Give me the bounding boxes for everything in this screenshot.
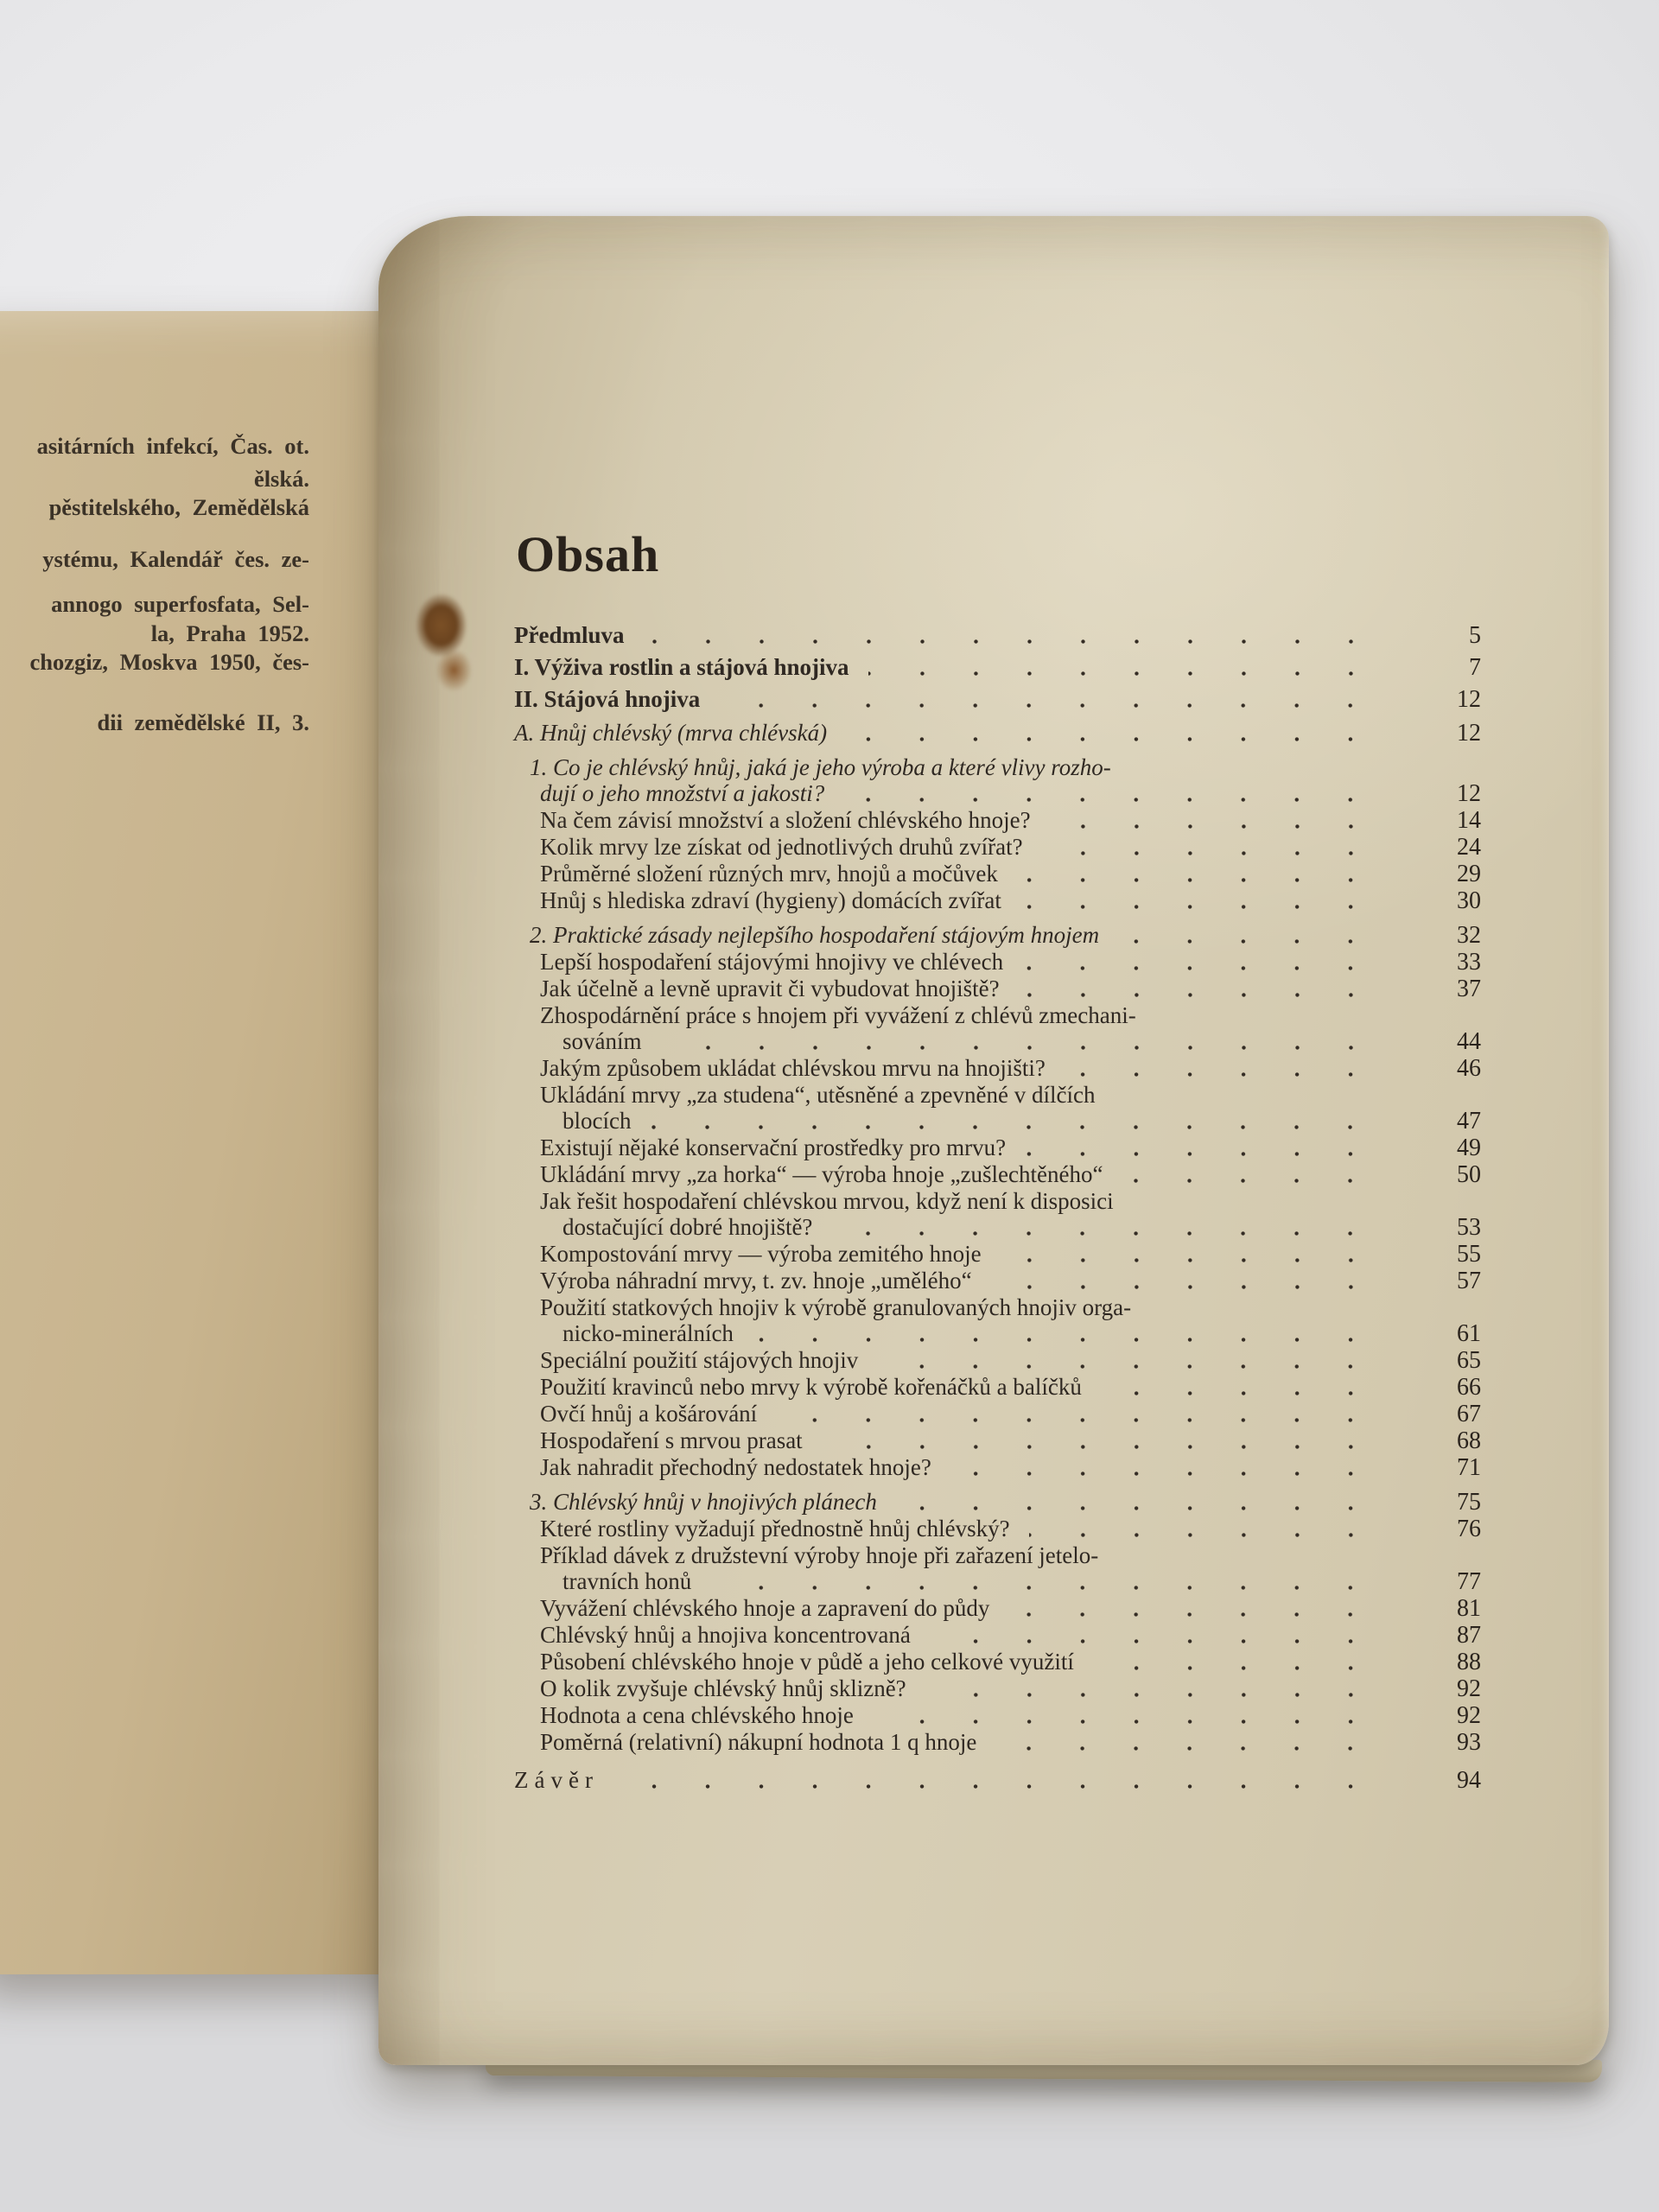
toc-entry-title: II. Stájová hnojiva (514, 685, 701, 712)
toc-entry-page-number: 37 (1457, 975, 1481, 1002)
toc-entry-title: Použití kravinců nebo mrvy k výrobě kořenáčků a balíčků (540, 1373, 1082, 1400)
toc-entry-title: Jak řešit hospodaření chlévskou mrvou, když není k disposici (540, 1187, 1114, 1214)
toc-entry-title: Průměrné složení různých mrv, hnojů a močůvek (540, 860, 998, 887)
toc-entry-title: I. Výživa rostlin a stájová hnojiva (514, 653, 849, 680)
toc-entry-page-number: 47 (1457, 1107, 1481, 1135)
toc-entry (540, 949, 1481, 976)
toc-entry-page-number: 29 (1457, 860, 1481, 887)
toc-entry-page-number: 68 (1457, 1427, 1481, 1454)
toc-entry (540, 1702, 1481, 1729)
toc-entry-title: Hospodaření s mrvou prasat (540, 1427, 803, 1453)
toc-entry-page-number: 75 (1457, 1488, 1481, 1516)
toc-entry (540, 1401, 1481, 1427)
leader-dots (1093, 1664, 1402, 1672)
toc-entry-page-number: 44 (1457, 1027, 1481, 1055)
leader-dots (1118, 938, 1402, 945)
toc-entry-title: Ovčí hnůj a košárování (540, 1400, 758, 1427)
leader-dots (1029, 1531, 1402, 1539)
toc-content (514, 527, 1481, 1794)
toc-entry-title: dují o jeho množství a jakosti? (540, 779, 825, 806)
toc-entry (540, 1427, 1481, 1454)
toc-entry (540, 1595, 1481, 1622)
toc-entry-title: travních honů (563, 1567, 692, 1594)
toc-entry-page-number: 53 (1457, 1213, 1481, 1241)
leader-dots (1008, 1611, 1402, 1618)
toc-entry-page-number: 61 (1457, 1319, 1481, 1347)
toc-entry-title: Chlévský hnůj a hnojiva koncentrovaná (540, 1621, 911, 1648)
left-page-text-line: annogo superfosfata, Sel- (51, 591, 309, 617)
toc-entry (540, 1268, 1481, 1294)
leader-dots (719, 702, 1402, 709)
toc-entry-title: Kompostování mrvy — výroba zemitého hnoje (540, 1240, 982, 1267)
toc-entry-title: Ukládání mrvy „za horka“ — výroba hnoje „zušlechtěného“ (540, 1160, 1103, 1187)
left-page-text-line: chozgiz, Moskva 1950, čes- (29, 649, 309, 675)
toc-entry (514, 622, 1481, 649)
toc-entry (563, 1320, 1481, 1347)
leader-dots (995, 1745, 1402, 1752)
toc-entry (563, 1214, 1481, 1241)
toc-entry-title: Předmluva (514, 621, 625, 648)
toc-entry (530, 1489, 1481, 1516)
toc-entry (540, 1454, 1481, 1481)
toc-entry-page-number: 76 (1457, 1515, 1481, 1542)
toc-entry-title: Speciální použití stájových hnojiv (540, 1346, 859, 1373)
toc-entry-page-number: 24 (1457, 833, 1481, 861)
toc-entry-page-number: 88 (1457, 1648, 1481, 1675)
toc-entry (540, 1055, 1481, 1082)
toc-entry-title: Na čem závisí množství a složení chlévského hnoje? (540, 806, 1031, 833)
leader-dots (1065, 1071, 1402, 1078)
leader-dots (650, 1123, 1402, 1131)
toc-entry-title: sováním (563, 1027, 642, 1054)
toc-entry-title: A. Hnůj chlévský (mrva chlévská) (514, 719, 828, 746)
toc-entry-page-number: 32 (1457, 921, 1481, 949)
leader-dots (877, 1363, 1402, 1370)
toc-entry-title: Ukládání mrvy „za studena“, utěsněné a zpevněné v dílčích (540, 1081, 1096, 1108)
toc-entry (563, 1108, 1481, 1135)
toc-entry (530, 922, 1481, 949)
toc-entry (540, 1082, 1481, 1108)
toc-entry-page-number: 92 (1457, 1701, 1481, 1729)
toc-entry (540, 861, 1481, 887)
leader-dots (1025, 1150, 1402, 1158)
toc-entry-title: Vyvážení chlévského hnoje a zapravení do půdy (540, 1594, 990, 1621)
toc-entry (540, 1002, 1481, 1028)
toc-entry-title: dostačující dobré hnojiště? (563, 1213, 813, 1240)
toc-entry-title: Lepší hospodaření stájovými hnojivy ve chlévech (540, 948, 1004, 975)
toc-entry (514, 654, 1481, 681)
toc-entry (540, 780, 1481, 807)
leader-dots (776, 1416, 1402, 1424)
left-page-text-line: asitárních infekcí, Čas. ot. (36, 433, 309, 459)
toc-entry-title: Které rostliny vyžadují přednostně hnůj chlévský? (540, 1515, 1010, 1541)
toc-entry-page-number: 94 (1457, 1766, 1481, 1794)
toc-entry-title: O kolik zvyšuje chlévský hnůj sklizně? (540, 1675, 906, 1701)
toc-entry (563, 1028, 1481, 1055)
toc-entry-page-number: 71 (1457, 1453, 1481, 1481)
left-page-text-line: dii zemědělské II, 3. (97, 709, 309, 735)
toc-entry (540, 1622, 1481, 1649)
left-page-text-line: ystému, Kalendář čes. ze- (42, 546, 309, 572)
toc-entry-page-number: 77 (1457, 1567, 1481, 1595)
leader-dots (1101, 1389, 1402, 1397)
toc-entry (540, 1135, 1481, 1161)
leader-dots (710, 1584, 1402, 1592)
toc-entry-page-number: 12 (1457, 779, 1481, 807)
toc-entry-title: Působení chlévského hnoje v půdě a jeho celkové využití (540, 1648, 1074, 1675)
toc-entry (540, 976, 1481, 1002)
leader-dots (1042, 849, 1402, 857)
toc-entry-page-number: 87 (1457, 1621, 1481, 1649)
toc-entry (540, 1374, 1481, 1401)
toc-entry-title: Použití statkových hnojiv k výrobě granulovaných hnojiv orga- (540, 1294, 1132, 1320)
toc-entry-page-number: 5 (1469, 621, 1481, 649)
toc-entry (540, 807, 1481, 834)
leader-dots (846, 735, 1402, 743)
toc-entry-page-number: 33 (1457, 948, 1481, 976)
leader-dots (1020, 903, 1402, 911)
toc-entry-page-number: 81 (1457, 1594, 1481, 1622)
toc-entry (563, 1568, 1481, 1595)
toc-entry-title: Kolik mrvy lze získat od jednotlivých druhů zvířat? (540, 833, 1023, 860)
toc-entry (514, 720, 1481, 747)
right-book-page (378, 216, 1609, 2065)
toc-entry-title: Výroba náhradní mrvy, t. zv. hnoje „umělého“ (540, 1267, 972, 1294)
toc-entry-title: Závěr (514, 1766, 599, 1793)
toc-entry-title: nicko-minerálních (563, 1319, 734, 1346)
toc-entry-title: 1. Co je chlévský hnůj, jaká je jeho výroba a které vlivy rozho- (530, 753, 1111, 780)
toc-entry-page-number: 12 (1457, 685, 1481, 713)
toc-entry-page-number: 93 (1457, 1728, 1481, 1756)
toc-entry-page-number: 30 (1457, 887, 1481, 914)
toc-entry (540, 834, 1481, 861)
leader-dots (925, 1691, 1402, 1699)
leader-dots (831, 1230, 1402, 1237)
page-title: Obsah (516, 526, 660, 582)
toc-entry-title: Hodnota a cena chlévského hnoje (540, 1701, 854, 1728)
toc-entry (540, 1649, 1481, 1675)
toc-entry-page-number: 46 (1457, 1054, 1481, 1082)
leader-dots (618, 1783, 1402, 1790)
leader-dots (896, 1504, 1402, 1512)
leader-dots (1122, 1177, 1402, 1185)
toc-entry-page-number: 66 (1457, 1373, 1481, 1401)
toc-entry-title: Jak účelně a levně upravit či vybudovat hnojiště? (540, 975, 1000, 1001)
toc-entry-title: Jak nahradit přechodný nedostatek hnoje? (540, 1453, 931, 1480)
toc-entry (540, 887, 1481, 914)
leader-dots (843, 796, 1402, 804)
leader-dots (1019, 991, 1402, 999)
toc-entry (514, 1767, 1481, 1794)
leader-dots (1050, 823, 1402, 830)
leader-dots (644, 638, 1402, 645)
leader-dots (991, 1283, 1402, 1291)
toc-entry-page-number: 55 (1457, 1240, 1481, 1268)
left-page-text-line: pěstitelského, Zemědělská (48, 494, 309, 520)
toc-entry (540, 1161, 1481, 1188)
toc-entry (540, 1516, 1481, 1542)
left-page-text-line: ělská. (253, 466, 309, 492)
toc-entry (540, 1188, 1481, 1214)
toc-entry (540, 1294, 1481, 1320)
toc-entry (540, 1675, 1481, 1702)
toc-entry-page-number: 12 (1457, 719, 1481, 747)
toc-entry-title: Hnůj s hlediska zdraví (hygieny) domácích zvířat (540, 887, 1001, 913)
toc-entry (540, 1729, 1481, 1756)
ink-stain (408, 593, 487, 695)
leader-dots (1022, 964, 1402, 972)
toc-entry-title: 2. Praktické zásady nejlepšího hospodaření stájovým hnojem (530, 921, 1100, 948)
toc-entry-page-number: 67 (1457, 1400, 1481, 1427)
toc-entry-title: 3. Chlévský hnůj v hnojivých plánech (530, 1488, 877, 1515)
leader-dots (1017, 876, 1402, 884)
leader-dots (930, 1637, 1402, 1645)
toc-entry-title: Jakým způsobem ukládat chlévskou mrvu na hnojišti? (540, 1054, 1046, 1081)
toc-entry-page-number: 14 (1457, 806, 1481, 834)
toc-entry-title: blocích (563, 1107, 632, 1134)
toc-entry (540, 1542, 1481, 1568)
leader-dots (950, 1470, 1402, 1478)
leader-dots (661, 1044, 1402, 1052)
toc-entry (540, 1241, 1481, 1268)
toc-entry-page-number: 92 (1457, 1675, 1481, 1702)
leader-dots (868, 670, 1402, 677)
toc-entry (540, 1347, 1481, 1374)
toc-entry-title: Příklad dávek z družstevní výroby hnoje při zařazení jetelo- (540, 1541, 1099, 1568)
toc-entry-title: Existují nějaké konservační prostředky pro mrvu? (540, 1134, 1007, 1160)
leader-dots (873, 1718, 1402, 1726)
left-page-text-fragments (0, 432, 309, 737)
leader-dots (1001, 1256, 1402, 1264)
leader-dots (753, 1336, 1402, 1344)
toc-entry-page-number: 65 (1457, 1346, 1481, 1374)
toc-entry-page-number: 49 (1457, 1134, 1481, 1161)
toc-entry-page-number: 7 (1469, 653, 1481, 681)
toc-entry-page-number: 50 (1457, 1160, 1481, 1188)
toc-entry (514, 686, 1481, 713)
toc-entry (530, 754, 1481, 780)
toc-entry-title: Zhospodárnění práce s hnojem při vyvážení z chlévů zmechani- (540, 1001, 1136, 1028)
leader-dots (822, 1443, 1402, 1451)
toc-entry-title: Poměrná (relativní) nákupní hodnota 1 q hnoje (540, 1728, 977, 1755)
toc-entry-page-number: 57 (1457, 1267, 1481, 1294)
left-page-text-line: la, Praha 1952. (150, 620, 309, 646)
